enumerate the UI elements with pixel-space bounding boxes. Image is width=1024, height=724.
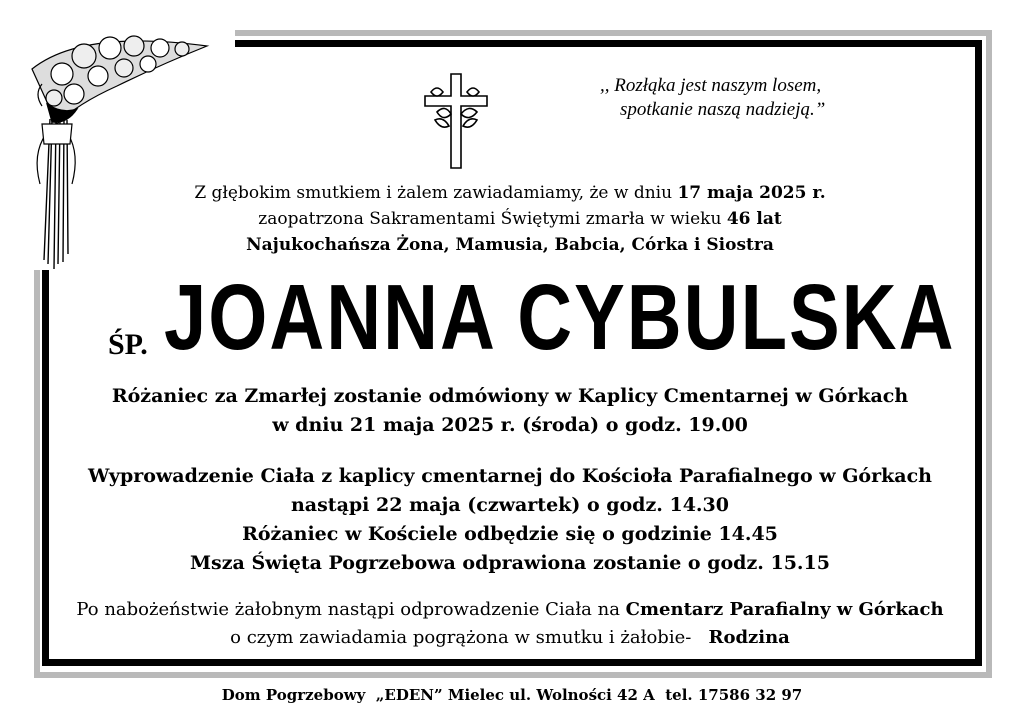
final-line-1 (60, 596, 960, 624)
intro-line-2-text: zaopatrzona Sakramentami Świętymi zmarła w wieku (258, 209, 727, 229)
funeral-schedule (60, 462, 960, 578)
final-line-2 (60, 624, 960, 652)
cross-with-lilies-icon (423, 72, 489, 170)
rosary-info (60, 382, 960, 440)
intro-line-2 (120, 206, 900, 232)
burial-info (60, 596, 960, 652)
intro-text (120, 180, 900, 258)
procession-line-1: Wyprowadzenie Ciała z kaplicy cmentarnej do Kościoła Parafialnego w Górkach (88, 465, 932, 487)
quote-line-1: ,, Rozłąka jest naszym losem, (600, 75, 822, 96)
final-line-1-text: Po nabożeństwie żałobnym nastąpi odprowadzenie Ciała na (76, 599, 626, 620)
rosary-line-2: w dniu 21 maja 2025 r. (środa) o godz. 19.00 (272, 414, 748, 436)
age: 46 lat (726, 209, 782, 229)
intro-line-3: Najukochańsza Żona, Mamusia, Babcia, Córka i Siostra (246, 235, 774, 255)
procession-line-2: nastąpi 22 maja (czwartek) o godz. 14.30 (290, 494, 729, 516)
deceased-name: JOANNA CYBULSKA (164, 266, 956, 370)
final-line-2-text: o czym zawiadamia pogrążona w smutku i żałobie- (230, 627, 709, 648)
intro-line-1-text: Z głębokim smutkiem i żalem zawiadamiamy, że w dniu (194, 183, 678, 203)
cemetery-name: Cmentarz Parafialny w Górkach (625, 599, 944, 620)
procession-line-3: Różaniec w Kościele odbędzie się o godzinie 14.45 (242, 523, 778, 545)
quote (600, 74, 880, 122)
name-prefix: ŚP. (108, 328, 148, 361)
quote-line-2: spotkanie naszą nadzieją.” (620, 99, 826, 120)
procession-line-4: Msza Święta Pogrzebowa odprawiona zostanie o godz. 15.15 (190, 552, 830, 574)
death-date: 17 maja 2025 r. (677, 183, 826, 203)
family-signature: Rodzina (708, 627, 790, 648)
funeral-home-footer: Dom Pogrzebowy „EDEN” Mielec ul. Wolności 42 A tel. 17586 32 97 (221, 686, 803, 704)
rosary-line-1: Różaniec za Zmarłej zostanie odmówiony w Kaplicy Cmentarnej w Górkach (111, 385, 909, 407)
intro-line-1 (120, 180, 900, 206)
